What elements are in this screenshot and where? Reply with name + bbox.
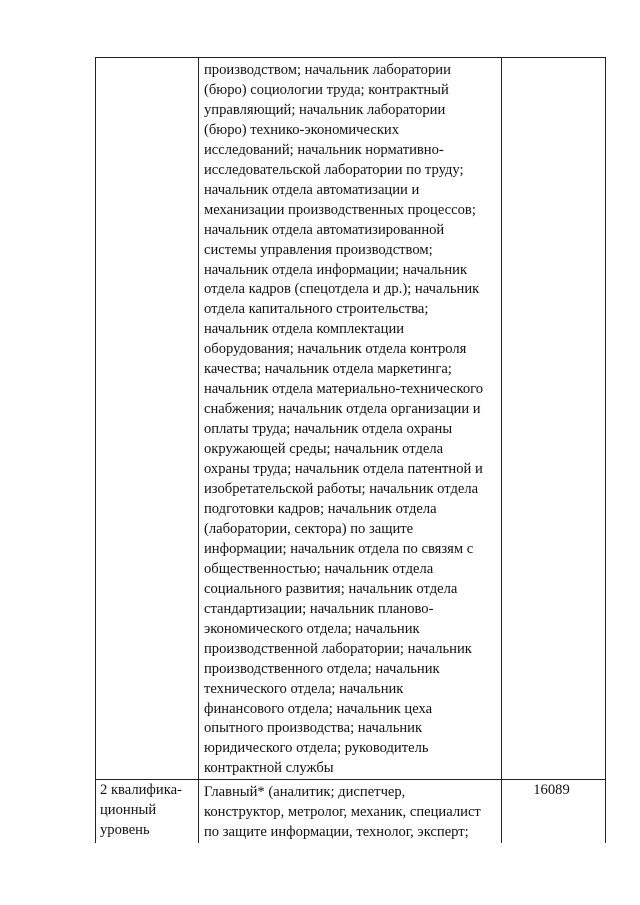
salary-cell-empty — [502, 58, 606, 780]
text-line: информации; начальник отдела по связям с — [204, 540, 474, 557]
text-line: исследований; начальник нормативно- — [204, 141, 444, 158]
text-line: изобретательской работы; начальник отдела — [204, 481, 479, 498]
text-line: конструктор, метролог, механик, специалист — [204, 804, 481, 821]
text-line: начальник отдела информации; начальник — [204, 261, 468, 278]
text-line: контрактной службы — [204, 760, 334, 777]
positions-cell — [199, 58, 502, 780]
text-line: ционный — [100, 802, 157, 819]
text-line: социального развития; начальник отдела — [204, 580, 458, 597]
text-line: по защите информации, технолог, эксперт; — [204, 824, 469, 841]
text-line: (лаборатории, сектора) по защите — [204, 520, 414, 537]
text-line: системы управления производством; — [204, 241, 433, 258]
text-line: отдела кадров (спецотдела и др.); начальник — [204, 281, 480, 298]
text-line: экономического отдела; начальник — [204, 620, 420, 637]
text-line: юридического отдела; руководитель — [204, 740, 429, 757]
salary-table — [95, 57, 606, 843]
positions-cell — [199, 780, 502, 843]
text-line: исследовательской лаборатории по труду; — [204, 161, 464, 178]
text-line: Главный* (аналитик; диспетчер, — [204, 784, 406, 801]
positions-list — [199, 780, 501, 843]
text-line: оборудования; начальник отдела контроля — [204, 341, 467, 358]
text-line: производственной лаборатории; начальник — [204, 640, 472, 657]
text-line: окружающей среды; начальник отдела — [204, 441, 444, 458]
text-line: производством; начальник лаборатории — [204, 62, 451, 78]
salary-value: 16089 — [533, 782, 570, 799]
text-line: 2 квалифика- — [100, 782, 182, 799]
text-line: подготовки кадров; начальник отдела — [204, 500, 437, 517]
text-line: качества; начальник отдела маркетинга; — [204, 361, 452, 378]
text-line: (бюро) социологии труда; контрактный — [204, 81, 449, 98]
qualification-level — [96, 780, 198, 841]
text-line: уровень — [100, 822, 150, 839]
salary-cell — [502, 780, 606, 843]
text-line: снабжения; начальник отдела организации и — [204, 401, 481, 418]
table-row — [96, 58, 606, 780]
text-line: финансового отдела; начальник цеха — [204, 700, 433, 717]
text-line: технического отдела; начальник — [204, 680, 404, 697]
text-line: начальник отдела материально-технического — [204, 381, 484, 398]
text-line: стандартизации; начальник планово- — [204, 600, 434, 617]
text-line: охраны труда; начальник отдела патентной и — [204, 461, 483, 478]
text-line: общественностью; начальник отдела — [204, 560, 434, 577]
text-line: механизации производственных процессов; — [204, 201, 476, 218]
qualification-cell — [96, 780, 199, 843]
text-line: (бюро) технико-экономических — [204, 121, 400, 138]
table-row — [96, 780, 606, 843]
text-line: отдела капитального строительства; — [204, 301, 429, 318]
text-line: начальник отдела комплектации — [204, 321, 405, 338]
text-line: управляющий; начальник лаборатории — [204, 101, 446, 118]
text-line: начальник отдела автоматизации и — [204, 181, 420, 198]
text-line: оплаты труда; начальник отдела охраны — [204, 421, 453, 438]
text-line: опытного производства; начальник — [204, 720, 423, 737]
positions-list — [199, 58, 501, 779]
qualification-cell-empty — [96, 58, 199, 780]
text-line: производственного отдела; начальник — [204, 660, 440, 677]
text-line: начальник отдела автоматизированной — [204, 221, 445, 238]
